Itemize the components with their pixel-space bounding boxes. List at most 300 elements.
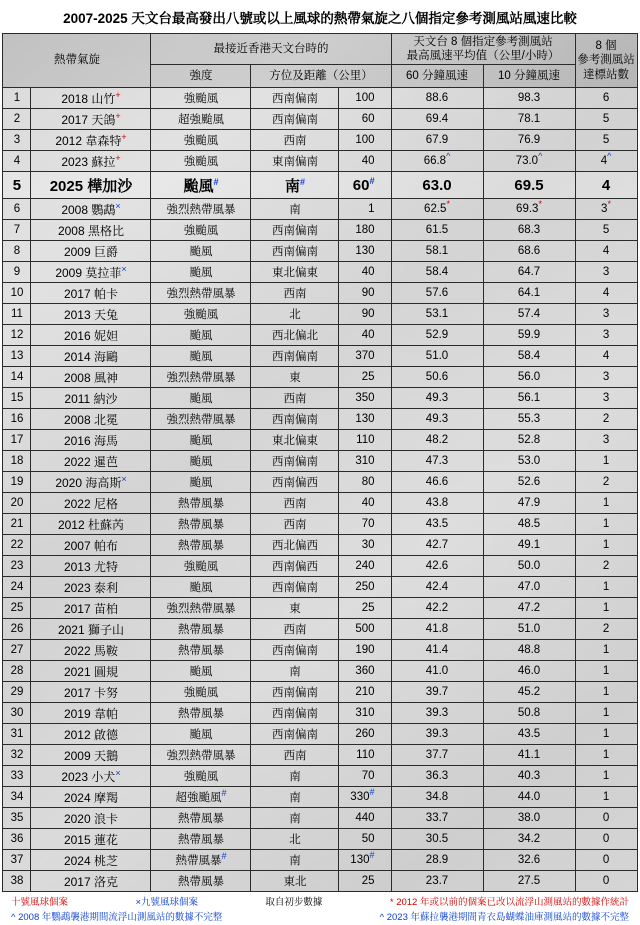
station-count: 2 (575, 619, 637, 640)
wind-10min: 56.1 (483, 388, 575, 409)
wind-60min: 66.8^ (391, 151, 483, 172)
cyclone-distance: 190 (339, 640, 391, 661)
row-number: 7 (3, 220, 31, 241)
cyclone-intensity: 颱風 (151, 430, 251, 451)
wind-10min: 48.5 (483, 514, 575, 535)
wind-60min: 41.0 (391, 661, 483, 682)
cyclone-intensity: 熱帶風暴 (151, 640, 251, 661)
table-row (3, 220, 637, 241)
row-number: 25 (3, 598, 31, 619)
cyclone-intensity: 颱風 (151, 346, 251, 367)
footnote-plus: 十號風球個案 (11, 897, 69, 908)
station-count: 4^ (575, 151, 637, 172)
cyclone-intensity: 熱帶風暴 (151, 493, 251, 514)
cyclone-distance: 330# (339, 787, 391, 808)
row-number: 31 (3, 724, 31, 745)
row-number: 20 (3, 493, 31, 514)
wind-60min: 49.3 (391, 409, 483, 430)
wind-60min: 37.7 (391, 745, 483, 766)
cyclone-intensity: 強颱風 (151, 220, 251, 241)
cyclone-bearing: 南 (251, 808, 339, 829)
station-count: 0 (575, 871, 637, 892)
row-number: 27 (3, 640, 31, 661)
cyclone-bearing: 南 (251, 850, 339, 871)
cyclone-intensity: 颱風 (151, 388, 251, 409)
wind-60min: 51.0 (391, 346, 483, 367)
cyclone-bearing: 東 (251, 598, 339, 619)
wind-60min: 47.3 (391, 451, 483, 472)
cyclone-distance: 25 (339, 367, 391, 388)
cyclone-name: 2024 桃芝 (31, 850, 151, 871)
wind-60min: 48.2 (391, 430, 483, 451)
cyclone-distance: 250 (339, 577, 391, 598)
cyclone-distance: 60# (339, 172, 391, 199)
cyclone-bearing: 西南 (251, 493, 339, 514)
wind-60min: 36.3 (391, 766, 483, 787)
wind-60min: 67.9 (391, 130, 483, 151)
table-row (3, 109, 637, 130)
station-count: 4 (575, 241, 637, 262)
wind-10min: 45.2 (483, 682, 575, 703)
station-count: 4 (575, 346, 637, 367)
cyclone-distance: 50 (339, 829, 391, 850)
cyclone-name: 2025 樺加沙 (31, 172, 151, 199)
wind-60min: 49.3 (391, 388, 483, 409)
footnote-cross: ×九號風球個案 (135, 897, 198, 908)
table-row (3, 577, 637, 598)
cyclone-bearing: 西南偏南 (251, 724, 339, 745)
footnote-star2: ^ 2008 年鸚鵡襲港期間流浮山測風站的數據不完整 (11, 911, 223, 923)
cyclone-intensity: 颱風 (151, 472, 251, 493)
wind-10min: 78.1 (483, 109, 575, 130)
cyclone-bearing: 西南偏南 (251, 409, 339, 430)
header-wind60: 60 分鐘風速 (391, 65, 483, 88)
wind-10min: 69.5 (483, 172, 575, 199)
wind-60min: 33.7 (391, 808, 483, 829)
station-count: 1 (575, 577, 637, 598)
cyclone-name: 2018 山竹+ (31, 88, 151, 109)
cyclone-bearing: 南 (251, 661, 339, 682)
cyclone-bearing: 西南 (251, 388, 339, 409)
cyclone-distance: 40 (339, 262, 391, 283)
wind-60min: 39.3 (391, 724, 483, 745)
wind-speed-comparison-table (2, 33, 637, 892)
row-number: 33 (3, 766, 31, 787)
station-count: 1 (575, 766, 637, 787)
station-count: 3 (575, 388, 637, 409)
cyclone-distance: 210 (339, 682, 391, 703)
station-count: 2 (575, 472, 637, 493)
cyclone-distance: 130# (339, 850, 391, 871)
row-number: 26 (3, 619, 31, 640)
wind-10min: 40.3 (483, 766, 575, 787)
wind-10min: 50.8 (483, 703, 575, 724)
wind-60min: 30.5 (391, 829, 483, 850)
footnote-caret: ^ 2023 年蘇拉襲港期間青衣島蝴蝶油庫測風站的數據不完整 (379, 911, 629, 923)
wind-60min: 39.3 (391, 703, 483, 724)
station-count: 5 (575, 130, 637, 151)
row-number: 32 (3, 745, 31, 766)
table-row (3, 367, 637, 388)
header-nearest-group: 最接近香港天文台時的 (151, 34, 391, 65)
wind-60min: 88.6 (391, 88, 483, 109)
cyclone-bearing: 北 (251, 829, 339, 850)
cyclone-intensity: 熱帶風暴# (151, 850, 251, 871)
cyclone-distance: 110 (339, 745, 391, 766)
table-row (3, 283, 637, 304)
wind-10min: 51.0 (483, 619, 575, 640)
cyclone-name: 2017 洛克 (31, 871, 151, 892)
cyclone-bearing: 西南 (251, 619, 339, 640)
table-row (3, 703, 637, 724)
wind-60min: 61.5 (391, 220, 483, 241)
cyclone-name: 2012 韋森特+ (31, 130, 151, 151)
cyclone-bearing: 西南偏南 (251, 577, 339, 598)
table-row (3, 388, 637, 409)
station-count: 0 (575, 829, 637, 850)
header-stations-line1: 8 個 (595, 39, 617, 52)
cyclone-intensity: 強颱風 (151, 130, 251, 151)
wind-10min: 41.1 (483, 745, 575, 766)
cyclone-intensity: 熱帶風暴 (151, 535, 251, 556)
wind-10min: 52.8 (483, 430, 575, 451)
cyclone-distance: 80 (339, 472, 391, 493)
wind-10min: 43.5 (483, 724, 575, 745)
cyclone-bearing: 西南 (251, 514, 339, 535)
cyclone-bearing: 西南偏南 (251, 346, 339, 367)
cyclone-name: 2008 黑格比 (31, 220, 151, 241)
cyclone-name: 2017 卡努 (31, 682, 151, 703)
row-number: 3 (3, 130, 31, 151)
footnotes (7, 896, 633, 925)
wind-10min: 44.0 (483, 787, 575, 808)
cyclone-intensity: 颱風 (151, 451, 251, 472)
wind-10min: 68.3 (483, 220, 575, 241)
table-row (3, 199, 637, 220)
cyclone-distance: 40 (339, 151, 391, 172)
wind-60min: 69.4 (391, 109, 483, 130)
wind-60min: 57.6 (391, 283, 483, 304)
cyclone-intensity: 強烈熱帶風暴 (151, 598, 251, 619)
cyclone-intensity: 強烈熱帶風暴 (151, 745, 251, 766)
wind-10min: 52.6 (483, 472, 575, 493)
cyclone-distance: 60 (339, 109, 391, 130)
station-count: 3* (575, 199, 637, 220)
cyclone-distance: 25 (339, 598, 391, 619)
cyclone-intensity: 颱風 (151, 241, 251, 262)
cyclone-name: 2017 帕卡 (31, 283, 151, 304)
cyclone-distance: 440 (339, 808, 391, 829)
station-count: 0 (575, 850, 637, 871)
cyclone-distance: 310 (339, 703, 391, 724)
cyclone-name: 2020 海高斯× (31, 472, 151, 493)
station-count: 1 (575, 661, 637, 682)
station-count: 4 (575, 283, 637, 304)
cyclone-intensity: 強颱風 (151, 88, 251, 109)
wind-10min: 73.0^ (483, 151, 575, 172)
row-number: 12 (3, 325, 31, 346)
cyclone-intensity: 強烈熱帶風暴 (151, 199, 251, 220)
cyclone-bearing: 西南偏南 (251, 220, 339, 241)
row-number: 34 (3, 787, 31, 808)
cyclone-bearing: 東北偏東 (251, 430, 339, 451)
cyclone-bearing: 西南偏南 (251, 640, 339, 661)
wind-60min: 46.6 (391, 472, 483, 493)
cyclone-name: 2016 海馬 (31, 430, 151, 451)
station-count: 5 (575, 109, 637, 130)
station-count: 3 (575, 430, 637, 451)
footnote-hash: 取自初步數據 (265, 897, 323, 908)
wind-10min: 47.0 (483, 577, 575, 598)
wind-10min: 38.0 (483, 808, 575, 829)
wind-60min: 41.4 (391, 640, 483, 661)
wind-10min: 69.3* (483, 199, 575, 220)
cyclone-intensity: 強颱風 (151, 556, 251, 577)
station-count: 1 (575, 745, 637, 766)
header-observatory-line1: 天文台 8 個指定參考測風站 (413, 35, 553, 48)
header-bearing-distance: 方位及距離（公里） (251, 65, 391, 88)
wind-60min: 43.8 (391, 493, 483, 514)
cyclone-bearing: 西南 (251, 283, 339, 304)
wind-60min: 50.6 (391, 367, 483, 388)
row-number: 14 (3, 367, 31, 388)
header-wind10: 10 分鐘風速 (483, 65, 575, 88)
table-row (3, 724, 637, 745)
cyclone-name: 2007 帕布 (31, 535, 151, 556)
wind-10min: 68.6 (483, 241, 575, 262)
row-number: 28 (3, 661, 31, 682)
wind-60min: 39.7 (391, 682, 483, 703)
station-count: 1 (575, 787, 637, 808)
cyclone-distance: 1 (339, 199, 391, 220)
table-row (3, 304, 637, 325)
row-number: 5 (3, 172, 31, 199)
row-number: 6 (3, 199, 31, 220)
cyclone-intensity: 強烈熱帶風暴 (151, 367, 251, 388)
cyclone-intensity: 強烈熱帶風暴 (151, 409, 251, 430)
station-count: 2 (575, 556, 637, 577)
station-count: 1 (575, 640, 637, 661)
station-count: 1 (575, 451, 637, 472)
header-observatory-group (391, 34, 575, 65)
cyclone-intensity: 超強颱風# (151, 787, 251, 808)
cyclone-name: 2009 巨爵 (31, 241, 151, 262)
row-number: 9 (3, 262, 31, 283)
cyclone-name: 2014 海鷗 (31, 346, 151, 367)
wind-60min: 41.8 (391, 619, 483, 640)
row-number: 18 (3, 451, 31, 472)
station-count: 3 (575, 304, 637, 325)
cyclone-name: 2009 天鵝 (31, 745, 151, 766)
cyclone-intensity: 強颱風 (151, 304, 251, 325)
cyclone-name: 2017 天鴿+ (31, 109, 151, 130)
cyclone-distance: 350 (339, 388, 391, 409)
cyclone-intensity: 強烈熱帶風暴 (151, 283, 251, 304)
header-stations (575, 34, 637, 88)
cyclone-intensity: 颱風 (151, 262, 251, 283)
cyclone-bearing: 西北偏西 (251, 535, 339, 556)
table-row (3, 241, 637, 262)
wind-10min: 27.5 (483, 871, 575, 892)
cyclone-distance: 40 (339, 493, 391, 514)
station-count: 5 (575, 220, 637, 241)
wind-10min: 57.4 (483, 304, 575, 325)
table-row (3, 472, 637, 493)
station-count: 1 (575, 703, 637, 724)
table-row (3, 130, 637, 151)
cyclone-name: 2022 暹芭 (31, 451, 151, 472)
wind-60min: 42.4 (391, 577, 483, 598)
wind-10min: 58.4 (483, 346, 575, 367)
wind-60min: 63.0 (391, 172, 483, 199)
row-number: 38 (3, 871, 31, 892)
cyclone-bearing: 西南偏南 (251, 241, 339, 262)
row-number: 1 (3, 88, 31, 109)
cyclone-distance: 240 (339, 556, 391, 577)
cyclone-intensity: 熱帶風暴 (151, 619, 251, 640)
row-number: 8 (3, 241, 31, 262)
cyclone-name: 2009 莫拉菲× (31, 262, 151, 283)
header-intensity: 強度 (151, 65, 251, 88)
wind-10min: 98.3 (483, 88, 575, 109)
table-row (3, 556, 637, 577)
station-count: 1 (575, 535, 637, 556)
cyclone-intensity: 颱風 (151, 661, 251, 682)
cyclone-distance: 500 (339, 619, 391, 640)
table-row (3, 682, 637, 703)
wind-60min: 23.7 (391, 871, 483, 892)
wind-60min: 62.5* (391, 199, 483, 220)
table-row (3, 745, 637, 766)
cyclone-name: 2013 尤特 (31, 556, 151, 577)
cyclone-name: 2015 蓮花 (31, 829, 151, 850)
wind-60min: 58.4 (391, 262, 483, 283)
table-row (3, 850, 637, 871)
wind-60min: 43.5 (391, 514, 483, 535)
station-count: 4 (575, 172, 637, 199)
table-row (3, 493, 637, 514)
row-number: 30 (3, 703, 31, 724)
cyclone-distance: 180 (339, 220, 391, 241)
station-count: 1 (575, 724, 637, 745)
cyclone-bearing: 北 (251, 304, 339, 325)
cyclone-distance: 110 (339, 430, 391, 451)
cyclone-bearing: 東 (251, 367, 339, 388)
row-number: 10 (3, 283, 31, 304)
wind-10min: 53.0 (483, 451, 575, 472)
cyclone-bearing: 東南偏南 (251, 151, 339, 172)
wind-10min: 64.7 (483, 262, 575, 283)
station-count: 1 (575, 598, 637, 619)
table-row (3, 151, 637, 172)
station-count: 3 (575, 367, 637, 388)
cyclone-bearing: 西南偏西 (251, 556, 339, 577)
cyclone-bearing: 西南偏南 (251, 88, 339, 109)
cyclone-distance: 90 (339, 304, 391, 325)
table-row (3, 346, 637, 367)
row-number: 36 (3, 829, 31, 850)
header-cyclone: 熱帶氣旋 (3, 34, 151, 88)
cyclone-name: 2008 鸚鵡× (31, 199, 151, 220)
row-number: 4 (3, 151, 31, 172)
cyclone-intensity: 熱帶風暴 (151, 514, 251, 535)
station-count: 6 (575, 88, 637, 109)
wind-10min: 56.0 (483, 367, 575, 388)
row-number: 35 (3, 808, 31, 829)
cyclone-intensity: 強颱風 (151, 766, 251, 787)
table-row (3, 661, 637, 682)
table-row (3, 808, 637, 829)
cyclone-distance: 370 (339, 346, 391, 367)
cyclone-name: 2023 泰利 (31, 577, 151, 598)
table-row (3, 766, 637, 787)
header-observatory-line2: 最高風速平均值（公里/小時） (406, 50, 560, 62)
cyclone-name: 2022 尼格 (31, 493, 151, 514)
cyclone-bearing: 西南偏南 (251, 451, 339, 472)
cyclone-distance: 70 (339, 514, 391, 535)
wind-10min: 47.2 (483, 598, 575, 619)
table-row (3, 172, 637, 199)
cyclone-name: 2012 杜蘇芮 (31, 514, 151, 535)
header-stations-line2: 參考測風站 (577, 54, 635, 67)
table-row (3, 619, 637, 640)
cyclone-bearing: 西南偏南 (251, 109, 339, 130)
cyclone-intensity: 颱風 (151, 724, 251, 745)
wind-60min: 34.8 (391, 787, 483, 808)
station-count: 3 (575, 325, 637, 346)
cyclone-name: 2011 納沙 (31, 388, 151, 409)
cyclone-distance: 40 (339, 325, 391, 346)
table-row (3, 598, 637, 619)
cyclone-distance: 100 (339, 88, 391, 109)
table-row (3, 871, 637, 892)
cyclone-bearing: 東北偏東 (251, 262, 339, 283)
station-count: 0 (575, 808, 637, 829)
cyclone-name: 2008 風神 (31, 367, 151, 388)
wind-10min: 47.9 (483, 493, 575, 514)
cyclone-bearing: 南 (251, 787, 339, 808)
cyclone-intensity: 強颱風 (151, 151, 251, 172)
cyclone-distance: 260 (339, 724, 391, 745)
cyclone-name: 2023 蘇拉+ (31, 151, 151, 172)
cyclone-distance: 30 (339, 535, 391, 556)
cyclone-intensity: 熱帶風暴 (151, 703, 251, 724)
table-row (3, 409, 637, 430)
cyclone-name: 2019 韋帕 (31, 703, 151, 724)
table-row (3, 325, 637, 346)
cyclone-intensity: 颱風# (151, 172, 251, 199)
cyclone-distance: 310 (339, 451, 391, 472)
wind-60min: 58.1 (391, 241, 483, 262)
wind-10min: 34.2 (483, 829, 575, 850)
cyclone-distance: 130 (339, 409, 391, 430)
cyclone-bearing: 西南 (251, 130, 339, 151)
station-count: 1 (575, 682, 637, 703)
table-row (3, 430, 637, 451)
wind-60min: 52.9 (391, 325, 483, 346)
cyclone-bearing: 西南偏西 (251, 472, 339, 493)
cyclone-intensity: 熱帶風暴 (151, 871, 251, 892)
cyclone-distance: 130 (339, 241, 391, 262)
row-number: 17 (3, 430, 31, 451)
station-count: 3 (575, 262, 637, 283)
header-stations-line3: 達標站數 (583, 68, 630, 81)
wind-10min: 64.1 (483, 283, 575, 304)
table-row (3, 640, 637, 661)
cyclone-name: 2022 馬鞍 (31, 640, 151, 661)
row-number: 37 (3, 850, 31, 871)
wind-60min: 42.7 (391, 535, 483, 556)
